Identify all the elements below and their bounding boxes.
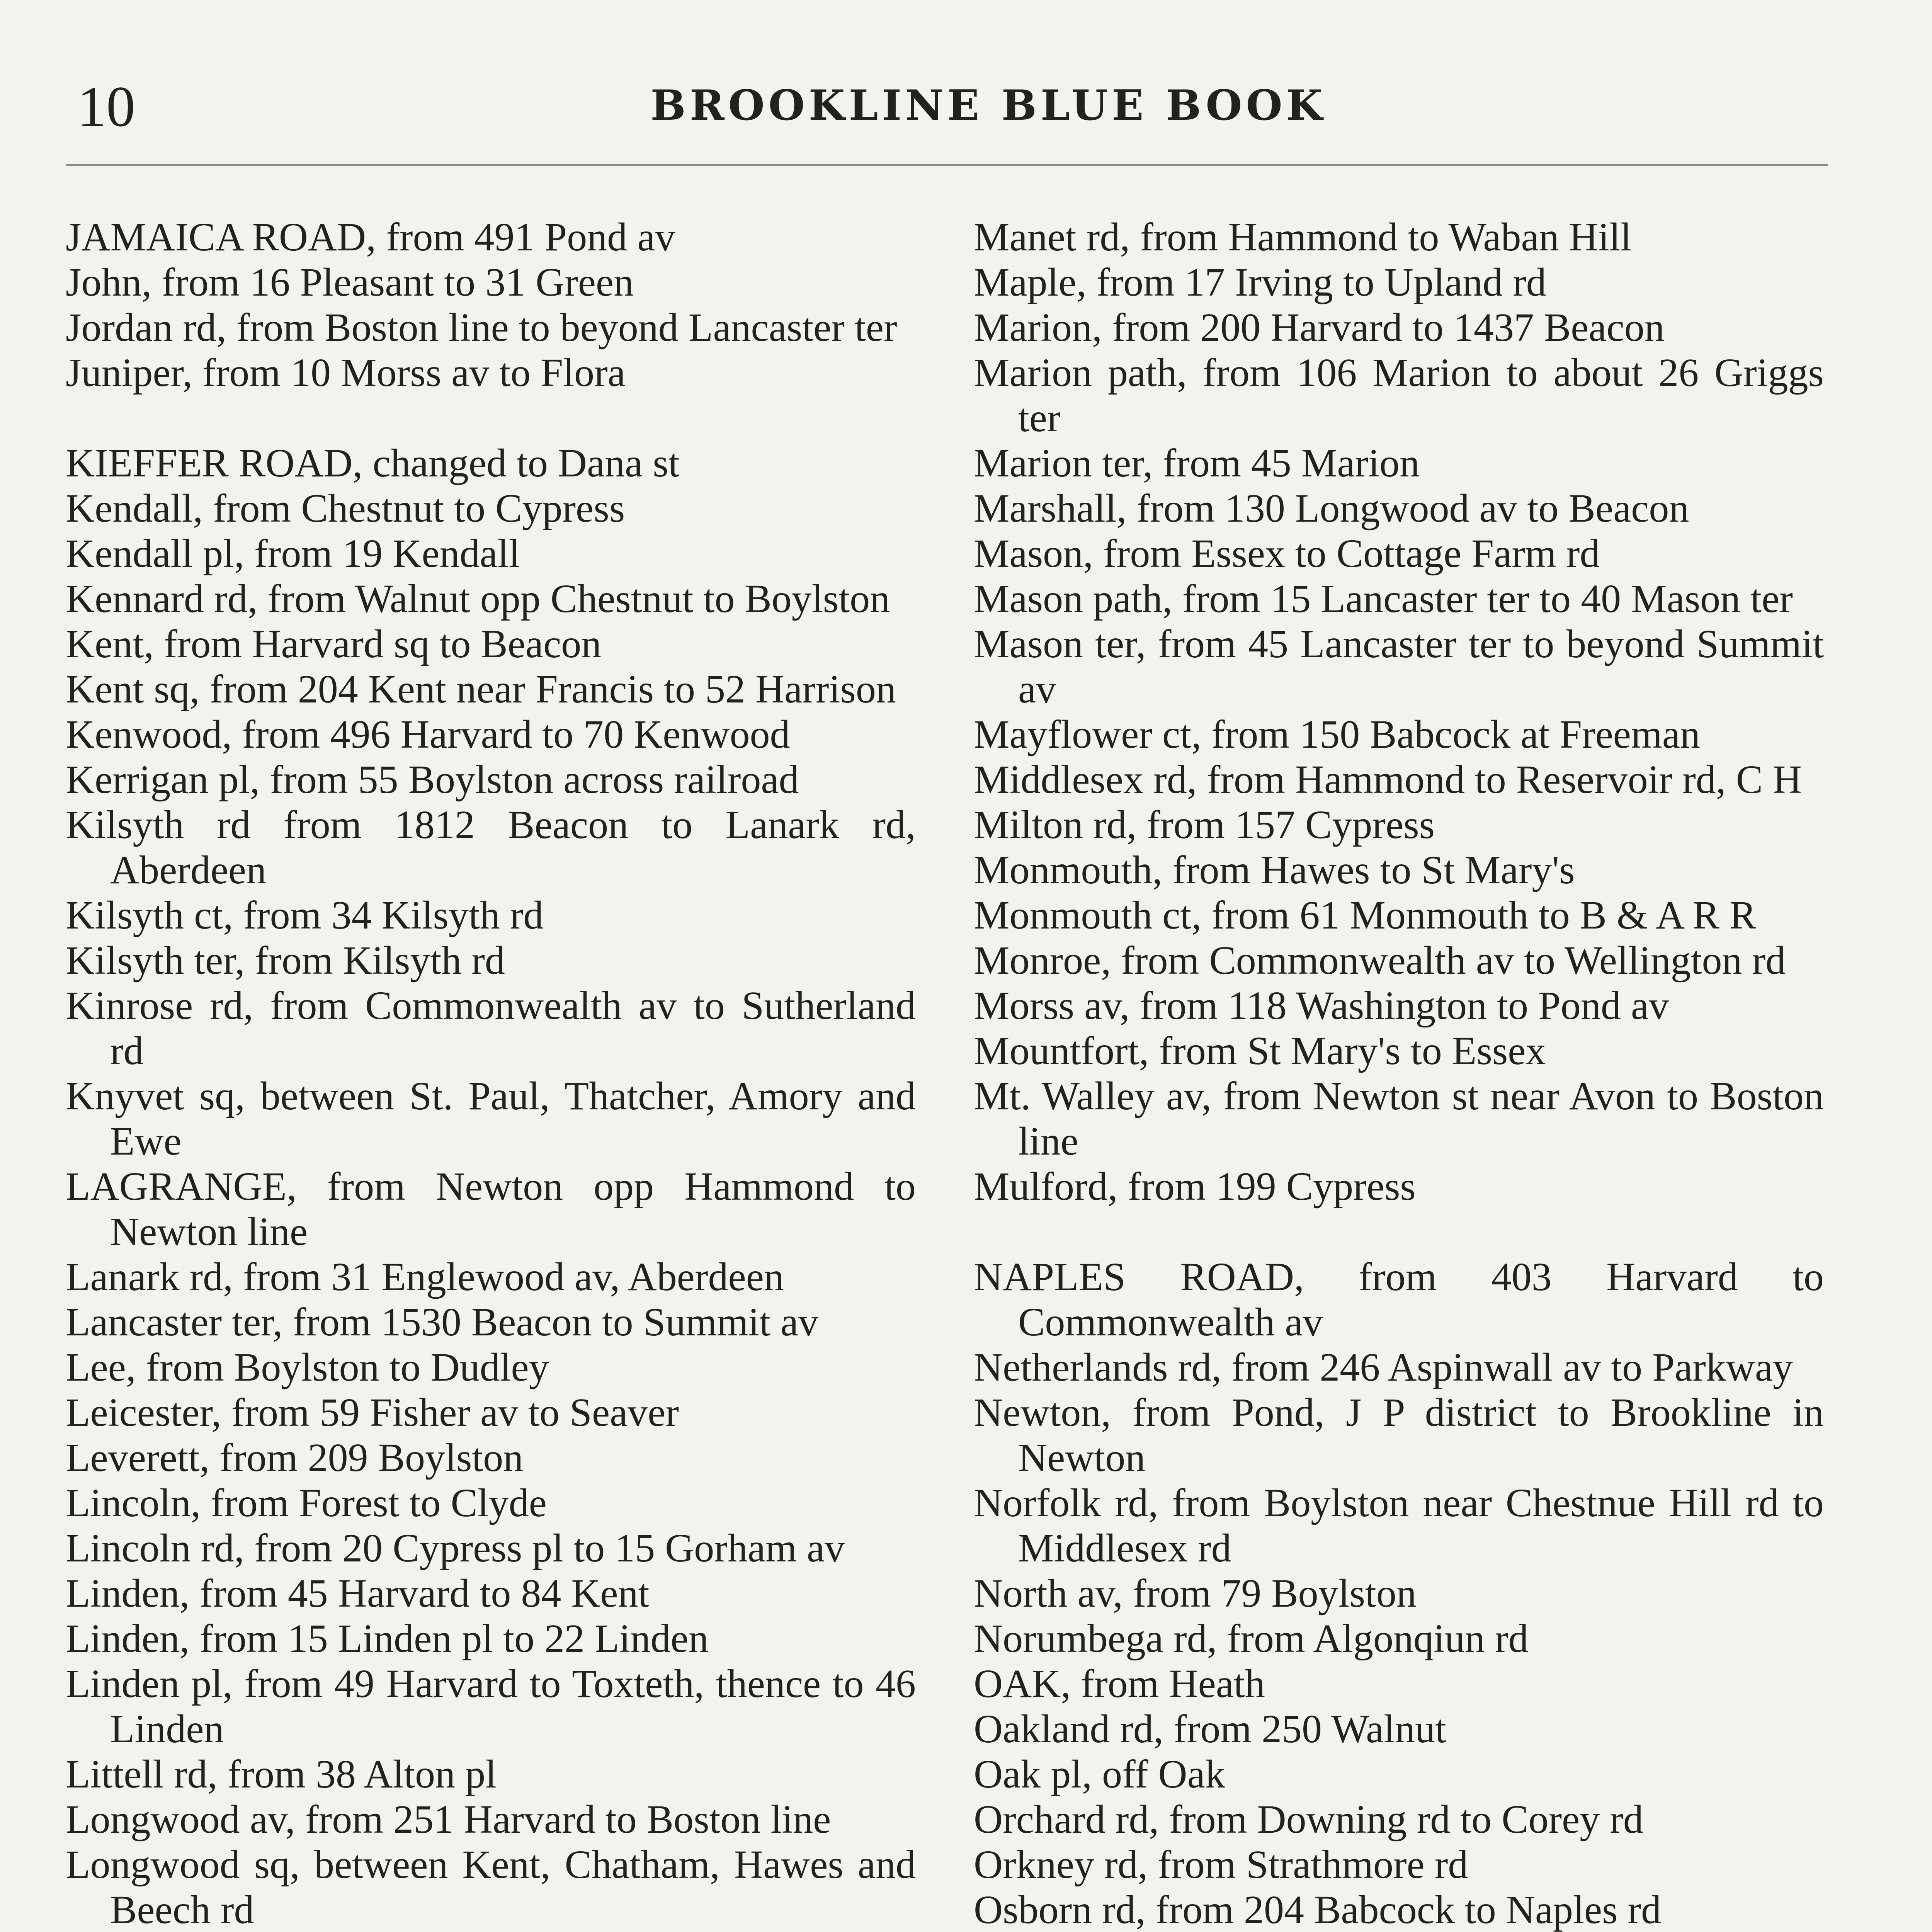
street-entry: OAK, from Heath <box>974 1662 1265 1706</box>
street-entry: Kilsyth rd from 1812 Beacon to Lanark rd, Aberdeen <box>66 803 916 892</box>
street-entry: Jordan rd, from Boston line to beyond Lancaster ter <box>66 305 897 350</box>
street-entry: Kenwood, from 496 Harvard to 70 Kenwood <box>66 712 790 757</box>
street-entry: Lincoln rd, from 20 Cypress pl to 15 Gorham av <box>66 1526 845 1570</box>
street-entry: JAMAICA ROAD, from 491 Pond av <box>66 215 675 259</box>
street-entry: Middlesex rd, from Hammond to Reservoir rd, C H <box>974 757 1802 802</box>
street-entry: Marion, from 200 Harvard to 1437 Beacon <box>974 305 1665 350</box>
street-entry: Marion ter, from 45 Marion <box>974 441 1420 485</box>
street-entry: Lanark rd, from 31 Englewood av, Aberdeen <box>66 1255 784 1299</box>
street-entry: Marshall, from 130 Longwood av to Beacon <box>974 486 1689 531</box>
street-entry: Kerrigan pl, from 55 Boylston across railroad <box>66 757 799 802</box>
street-entry: NAPLES ROAD, from 403 Harvard to Commonwealth av <box>974 1255 1824 1344</box>
street-entry: Kinrose rd, from Commonwealth av to Sutherland rd <box>66 983 916 1073</box>
street-entry: Lancaster ter, from 1530 Beacon to Summit av <box>66 1300 819 1344</box>
street-entry: Linden, from 45 Harvard to 84 Kent <box>66 1571 650 1616</box>
street-entry: John, from 16 Pleasant to 31 Green <box>66 260 634 304</box>
street-entry: Mason ter, from 45 Lancaster ter to beyond Summit av <box>974 622 1824 711</box>
street-entry: Kendall, from Chestnut to Cypress <box>66 486 625 531</box>
street-entry: Kilsyth ct, from 34 Kilsyth rd <box>66 893 544 937</box>
street-entry: Lee, from Boylston to Dudley <box>66 1345 549 1389</box>
street-entry: Linden pl, from 49 Harvard to Toxteth, thence to 46 Linden <box>66 1662 916 1751</box>
street-entry: Knyvet sq, between St. Paul, Thatcher, Amory and Ewe <box>66 1074 916 1163</box>
street-entry: Longwood sq, between Kent, Chatham, Hawes and Beech rd <box>66 1842 916 1932</box>
street-entry: Linden, from 15 Linden pl to 22 Linden <box>66 1616 709 1661</box>
street-entry: North av, from 79 Boylston <box>974 1571 1417 1616</box>
street-entry: Mason, from Essex to Cottage Farm rd <box>974 531 1600 576</box>
street-entry: KIEFFER ROAD, changed to Dana st <box>66 441 680 485</box>
street-entry: Osborn rd, from 204 Babcock to Naples rd <box>974 1888 1662 1932</box>
street-entry: Longwood av, from 251 Harvard to Boston line <box>66 1797 831 1842</box>
street-entry: Juniper, from 10 Morss av to Flora <box>66 350 626 395</box>
street-entry: LAGRANGE, from Newton opp Hammond to Newton line <box>66 1164 916 1254</box>
street-entry: Kent sq, from 204 Kent near Francis to 52 Harrison <box>66 667 896 711</box>
street-entry: Littell rd, from 38 Alton pl <box>66 1752 497 1796</box>
street-entry: Leicester, from 59 Fisher av to Seaver <box>66 1390 679 1435</box>
street-entry: Monroe, from Commonwealth av to Wellington rd <box>974 938 1786 983</box>
running-head: BROOKLINE BLUE BOOK <box>650 81 1327 130</box>
street-entry: Morss av, from 118 Washington to Pond av <box>974 983 1669 1028</box>
street-entry: Kilsyth ter, from Kilsyth rd <box>66 938 505 983</box>
street-entry: Newton, from Pond, J P district to Brookline in Newton <box>974 1390 1824 1480</box>
street-entry: Maple, from 17 Irving to Upland rd <box>974 260 1546 304</box>
street-entry: Orkney rd, from Strathmore rd <box>974 1842 1468 1887</box>
street-entry: Orchard rd, from Downing rd to Corey rd <box>974 1797 1643 1842</box>
street-entry: Norfolk rd, from Boylston near Chestnue Hill rd to Middlesex rd <box>974 1481 1824 1570</box>
street-entry: Mt. Walley av, from Newton st near Avon to Boston line <box>974 1074 1824 1163</box>
street-entry: Mountfort, from St Mary's to Essex <box>974 1029 1546 1073</box>
street-entry: Mason path, from 15 Lancaster ter to 40 Mason ter <box>974 577 1793 621</box>
street-entry: Milton rd, from 157 Cypress <box>974 803 1435 847</box>
street-entry: Oak pl, off Oak <box>974 1752 1225 1796</box>
street-entry: Monmouth ct, from 61 Monmouth to B & A R R <box>974 893 1757 937</box>
street-entry: Leverett, from 209 Boylston <box>66 1435 524 1480</box>
street-entry: Norumbega rd, from Algonqiun rd <box>974 1616 1529 1661</box>
street-entry: Lincoln, from Forest to Clyde <box>66 1481 547 1525</box>
right-column <box>974 214 1824 1932</box>
street-entry: Kendall pl, from 19 Kendall <box>66 531 520 576</box>
street-entry: Manet rd, from Hammond to Waban Hill <box>974 215 1632 259</box>
street-entry: Mayflower ct, from 150 Babcock at Freeman <box>974 712 1701 757</box>
street-entry: Monmouth, from Hawes to St Mary's <box>974 848 1575 892</box>
left-column <box>66 214 916 1932</box>
street-entry: Kennard rd, from Walnut opp Chestnut to Boylston <box>66 577 890 621</box>
header-rule <box>66 164 1828 166</box>
street-entry: Kent, from Harvard sq to Beacon <box>66 622 602 666</box>
street-entry: Marion path, from 106 Marion to about 26 Griggs ter <box>974 350 1824 440</box>
page-number: 10 <box>77 75 135 139</box>
street-entry: Netherlands rd, from 246 Aspinwall av to Parkway <box>974 1345 1793 1389</box>
street-entry: Mulford, from 199 Cypress <box>974 1164 1416 1209</box>
street-entry: Oakland rd, from 250 Walnut <box>974 1707 1447 1751</box>
